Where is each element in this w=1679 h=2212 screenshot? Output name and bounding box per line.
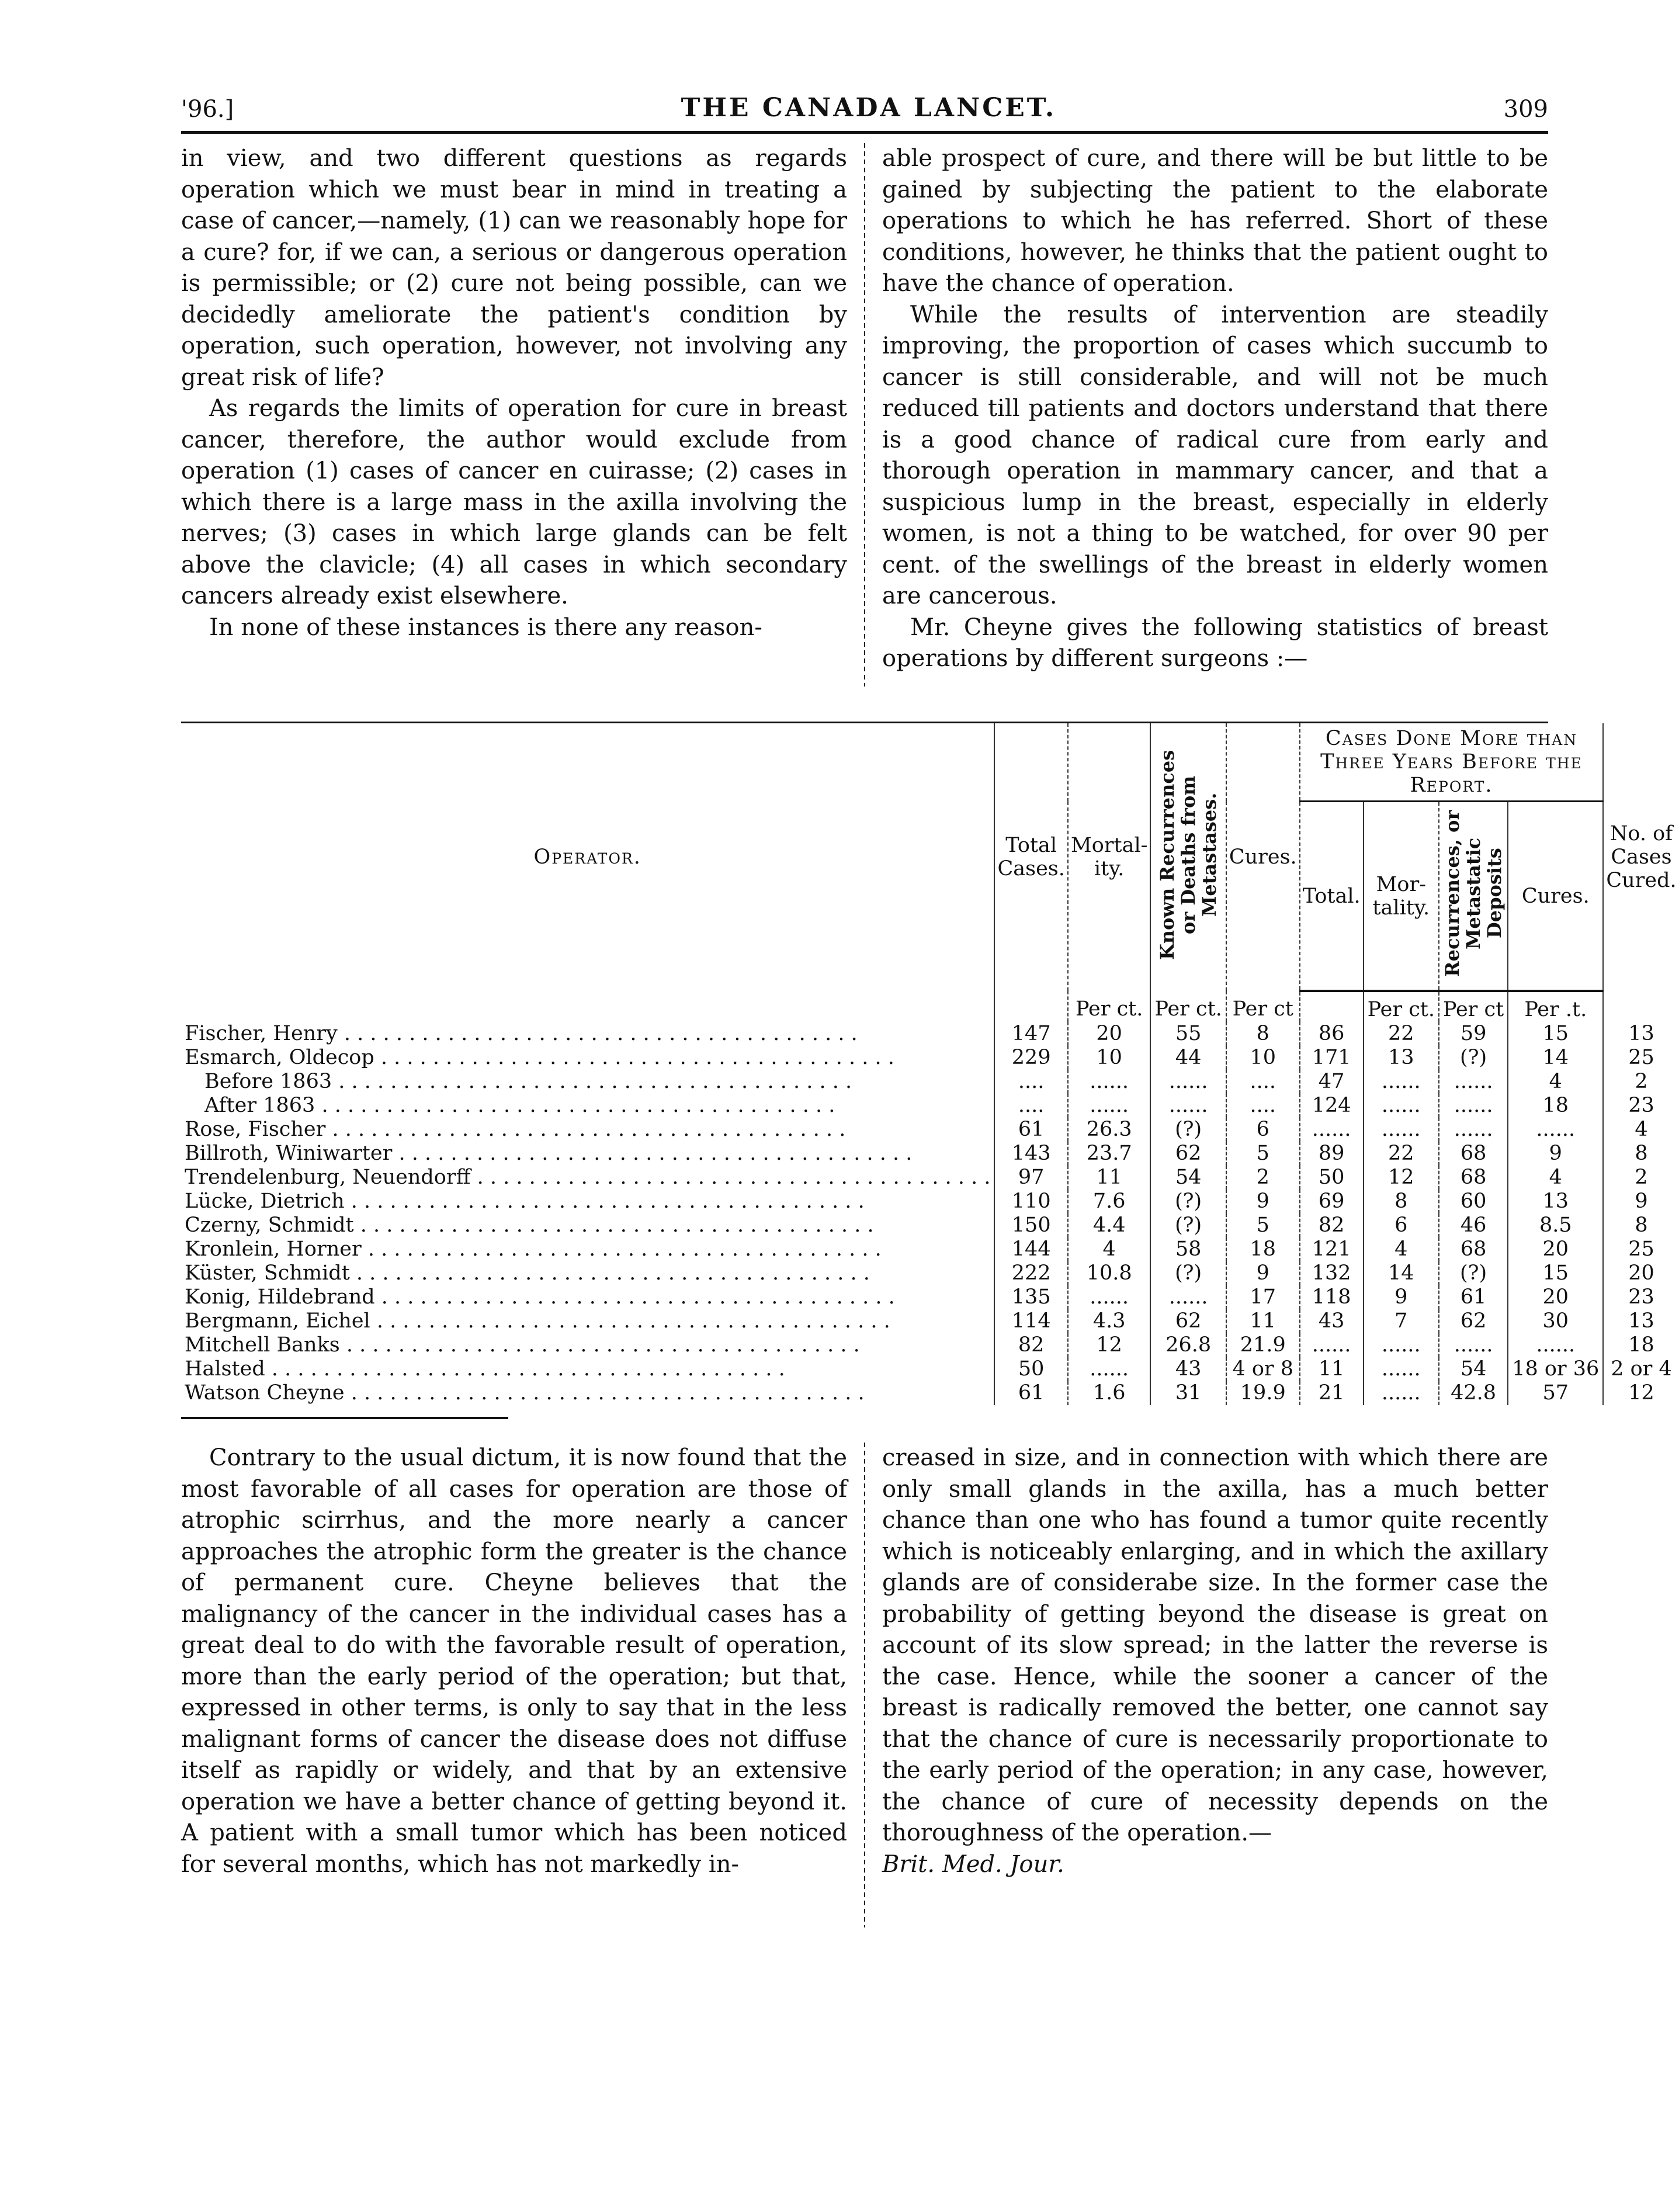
operator-cell: Halsted . . .: [181, 1357, 994, 1381]
value-cell: ....: [1226, 1070, 1300, 1094]
value-cell: 8: [1364, 1190, 1439, 1214]
value-cell: 6: [1226, 1118, 1300, 1142]
value-cell: 2: [1226, 1166, 1300, 1190]
statistics-table-wrap: [181, 722, 1677, 1419]
value-cell: 121: [1300, 1237, 1364, 1261]
value-cell: 55: [1150, 1022, 1226, 1046]
value-cell: 13: [1364, 1046, 1439, 1070]
value-cell: 22: [1364, 1022, 1439, 1046]
table-row: [181, 1142, 1679, 1166]
header-group-cures: Cures.: [1508, 802, 1603, 991]
table-row: [181, 1261, 1679, 1285]
value-cell: 18 or 36: [1508, 1357, 1603, 1381]
table-row: [181, 1214, 1679, 1237]
bottom-left-column: [181, 1443, 847, 1927]
value-cell: (?): [1150, 1190, 1226, 1214]
value-cell: 68: [1439, 1166, 1508, 1190]
column-divider: [864, 1443, 865, 1927]
value-cell: 22: [1364, 1142, 1439, 1166]
value-cell: 12: [1603, 1381, 1678, 1405]
bottom-right-column: [882, 1443, 1548, 1927]
value-cell: 5: [1226, 1214, 1300, 1237]
citation: Brit. Med. Jour.: [882, 1850, 1064, 1878]
page-number: 309: [1503, 96, 1548, 123]
value-cell: 147: [994, 1022, 1067, 1046]
value-cell: 25: [1603, 1237, 1678, 1261]
value-cell: 8: [1603, 1214, 1678, 1237]
paragraph: creased in size, and in connection with which there are only small glands in the axilla, has a much better chance than one who has found a tumor quite recently which is noticeably enlarging, and in which the axillary glands are of considerabe size. In the former case the probability of getting beyond the disease is great on account of its slow spread; in the latter the reverse is the case. Hence, while the sooner a cancer of the breast is radically removed the better, one cannot say that the chance of cure is necessarily proportionate to the early period of the operation; in any case, however, the chance of cure of necessity depends on the thoroughness of the operation.—: [882, 1444, 1548, 1846]
value-cell: 9: [1508, 1142, 1603, 1166]
value-cell: 20: [1068, 1022, 1151, 1046]
header-rule: [181, 131, 1548, 134]
value-cell: 11: [1226, 1309, 1300, 1333]
value-cell: 30: [1508, 1309, 1603, 1333]
bottom-columns: [181, 1443, 1548, 1927]
value-cell: ......: [1150, 1285, 1226, 1309]
value-cell: 9: [1226, 1190, 1300, 1214]
paragraph: As regards the limits of operation for cure in breast cancer, therefore, the author would exclude from operation (1) cases of cancer en cuirasse; (2) cases in which there is a large mass in the axilla involving the nerves; (3) cases in which large glands can be felt above the clavicle; (4) all cases in which secondary cancers already exist elsewhere.: [181, 395, 847, 609]
unit-cell: Per ct.: [1364, 991, 1439, 1022]
value-cell: ......: [1439, 1070, 1508, 1094]
table-row: [181, 1070, 1679, 1094]
operator-cell: Watson Cheyne . . .: [181, 1381, 994, 1405]
operator-cell: Fischer, Henry . . .: [181, 1022, 994, 1046]
value-cell: 132: [1300, 1261, 1364, 1285]
value-cell: (?): [1439, 1046, 1508, 1070]
column-divider: [864, 143, 865, 687]
header-cures: Cures.: [1226, 723, 1300, 991]
value-cell: ......: [1439, 1094, 1508, 1118]
value-cell: 110: [994, 1190, 1067, 1214]
value-cell: ....: [1226, 1094, 1300, 1118]
value-cell: 4: [1364, 1237, 1439, 1261]
header-mortality: Mortal-ity.: [1068, 723, 1151, 991]
units-row: [181, 991, 1679, 1022]
header-cases-cured: No. of Cases Cured.: [1603, 723, 1678, 991]
paragraph: Mr. Cheyne gives the following statistics of breast operations by different surgeons :—: [882, 613, 1548, 672]
value-cell: 124: [1300, 1094, 1364, 1118]
value-cell: 26.3: [1068, 1118, 1151, 1142]
value-cell: 4: [1068, 1237, 1151, 1261]
value-cell: 23: [1603, 1094, 1678, 1118]
table-row: [181, 1237, 1679, 1261]
value-cell: ......: [1364, 1357, 1439, 1381]
operator-cell: Before 1863 . . .: [181, 1070, 994, 1094]
value-cell: 50: [994, 1357, 1067, 1381]
value-cell: 20: [1603, 1261, 1678, 1285]
value-cell: 25: [1603, 1046, 1678, 1070]
value-cell: 23.7: [1068, 1142, 1151, 1166]
value-cell: 118: [1300, 1285, 1364, 1309]
value-cell: 144: [994, 1237, 1067, 1261]
value-cell: ......: [1364, 1070, 1439, 1094]
value-cell: 10: [1068, 1046, 1151, 1070]
value-cell: ......: [1439, 1118, 1508, 1142]
value-cell: 68: [1439, 1237, 1508, 1261]
value-cell: 6: [1364, 1214, 1439, 1237]
value-cell: ......: [1150, 1070, 1226, 1094]
header-total-cases: Total Cases.: [994, 723, 1067, 991]
unit-cell: [181, 991, 994, 1022]
header-group: Cases Done More than Three Years Before the Report.: [1300, 723, 1604, 802]
value-cell: 4: [1508, 1070, 1603, 1094]
operator-cell: Lücke, Dietrich . . .: [181, 1190, 994, 1214]
unit-cell: [1300, 991, 1364, 1022]
value-cell: 82: [994, 1333, 1067, 1357]
value-cell: (?): [1150, 1118, 1226, 1142]
unit-cell: [994, 991, 1067, 1022]
value-cell: 4: [1603, 1118, 1678, 1142]
paragraph: While the results of intervention are steadily improving, the proportion of cases which succumb to cancer is still considerable, and will not be much reduced till patients and doctors understand that there is a good chance of radical cure from early and thorough operation in mammary cancer, and that a suspicious lump in the breast, especially in elderly women, is not a thing to be watched, for over 90 per cent. of the swellings of the breast in elderly women are cancerous.: [882, 301, 1548, 609]
value-cell: 26.8: [1150, 1333, 1226, 1357]
value-cell: 18: [1603, 1333, 1678, 1357]
value-cell: 9: [1603, 1190, 1678, 1214]
table-row: [181, 1333, 1679, 1357]
value-cell: 15: [1508, 1022, 1603, 1046]
header-group-mortality: Mor-tality.: [1364, 802, 1439, 991]
value-cell: 61: [994, 1118, 1067, 1142]
value-cell: ......: [1068, 1094, 1151, 1118]
value-cell: 4.3: [1068, 1309, 1151, 1333]
top-right-column: [882, 143, 1548, 687]
value-cell: 47: [1300, 1070, 1364, 1094]
value-cell: 14: [1508, 1046, 1603, 1070]
value-cell: 7: [1364, 1309, 1439, 1333]
value-cell: 62: [1150, 1142, 1226, 1166]
top-left-column: [181, 143, 847, 687]
table-row: [181, 1046, 1679, 1070]
value-cell: ......: [1364, 1381, 1439, 1405]
value-cell: 8: [1603, 1142, 1678, 1166]
operator-cell: Kronlein, Horner . . .: [181, 1237, 994, 1261]
value-cell: 68: [1439, 1142, 1508, 1166]
operator-cell: Konig, Hildebrand . . .: [181, 1285, 994, 1309]
unit-cell: [1603, 991, 1678, 1022]
unit-cell: Per ct: [1226, 991, 1300, 1022]
value-cell: 19.9: [1226, 1381, 1300, 1405]
value-cell: 97: [994, 1166, 1067, 1190]
table-body: [181, 991, 1679, 1405]
value-cell: 135: [994, 1285, 1067, 1309]
header-group-total: Total.: [1300, 802, 1364, 991]
value-cell: 8: [1226, 1022, 1300, 1046]
value-cell: 4.4: [1068, 1214, 1151, 1237]
value-cell: 14: [1364, 1261, 1439, 1285]
paragraph: able prospect of cure, and there will be but little to be gained by subjecting the patient to the elaborate operations to which he has referred. Short of these conditions, however, he thinks that the patient ought to have the chance of operation.: [882, 145, 1548, 297]
value-cell: 58: [1150, 1237, 1226, 1261]
value-cell: 2 or 4: [1603, 1357, 1678, 1381]
value-cell: 229: [994, 1046, 1067, 1070]
value-cell: ......: [1068, 1070, 1151, 1094]
table-row: [181, 1190, 1679, 1214]
value-cell: 46: [1439, 1214, 1508, 1237]
value-cell: 10: [1226, 1046, 1300, 1070]
value-cell: ......: [1364, 1118, 1439, 1142]
value-cell: 2: [1603, 1166, 1678, 1190]
table-row: [181, 1381, 1679, 1405]
table-row: [181, 1357, 1679, 1381]
header-operator: Operator.: [533, 845, 641, 869]
value-cell: (?): [1439, 1261, 1508, 1285]
value-cell: 20: [1508, 1237, 1603, 1261]
value-cell: 11: [1300, 1357, 1364, 1381]
value-cell: 143: [994, 1142, 1067, 1166]
value-cell: 13: [1508, 1190, 1603, 1214]
value-cell: ......: [1439, 1333, 1508, 1357]
unit-cell: Per .t.: [1508, 991, 1603, 1022]
table-row: [181, 1118, 1679, 1142]
value-cell: 21: [1300, 1381, 1364, 1405]
value-cell: 61: [994, 1381, 1067, 1405]
value-cell: 62: [1150, 1309, 1226, 1333]
value-cell: 1.6: [1068, 1381, 1151, 1405]
value-cell: 43: [1150, 1357, 1226, 1381]
value-cell: ......: [1068, 1285, 1151, 1309]
value-cell: ......: [1364, 1333, 1439, 1357]
paragraph: In none of these instances is there any reason-: [209, 613, 762, 641]
value-cell: 12: [1364, 1166, 1439, 1190]
value-cell: 89: [1300, 1142, 1364, 1166]
value-cell: 42.8: [1439, 1381, 1508, 1405]
value-cell: 114: [994, 1309, 1067, 1333]
value-cell: ......: [1150, 1094, 1226, 1118]
value-cell: 60: [1439, 1190, 1508, 1214]
operator-cell: Billroth, Winiwarter . . .: [181, 1142, 994, 1166]
operator-cell: Bergmann, Eichel . . .: [181, 1309, 994, 1333]
value-cell: ......: [1300, 1333, 1364, 1357]
value-cell: 5: [1226, 1142, 1300, 1166]
value-cell: ....: [994, 1094, 1067, 1118]
operator-cell: Trendelenburg, Neuendorff . . .: [181, 1166, 994, 1190]
value-cell: 62: [1439, 1309, 1508, 1333]
value-cell: 7.6: [1068, 1190, 1151, 1214]
value-cell: 13: [1603, 1022, 1678, 1046]
value-cell: ....: [994, 1070, 1067, 1094]
value-cell: 54: [1439, 1357, 1508, 1381]
value-cell: (?): [1150, 1261, 1226, 1285]
operator-cell: Esmarch, Oldecop . . .: [181, 1046, 994, 1070]
value-cell: 44: [1150, 1046, 1226, 1070]
value-cell: 69: [1300, 1190, 1364, 1214]
value-cell: 8.5: [1508, 1214, 1603, 1237]
value-cell: 150: [994, 1214, 1067, 1237]
value-cell: 9: [1226, 1261, 1300, 1285]
table-row: [181, 1022, 1679, 1046]
value-cell: 2: [1603, 1070, 1678, 1094]
value-cell: 4 or 8: [1226, 1357, 1300, 1381]
value-cell: 86: [1300, 1022, 1364, 1046]
operator-cell: Rose, Fischer . . .: [181, 1118, 994, 1142]
value-cell: 43: [1300, 1309, 1364, 1333]
unit-cell: Per ct.: [1150, 991, 1226, 1022]
value-cell: 31: [1150, 1381, 1226, 1405]
table-row: [181, 1309, 1679, 1333]
operator-cell: Czerny, Schmidt . . .: [181, 1214, 994, 1237]
unit-cell: Per ct: [1439, 991, 1508, 1022]
value-cell: ......: [1508, 1118, 1603, 1142]
value-cell: 171: [1300, 1046, 1364, 1070]
header-known-recurrences: Known Recurrences or Deaths from Metastases.: [1156, 749, 1221, 960]
value-cell: 21.9: [1226, 1333, 1300, 1357]
value-cell: ......: [1068, 1357, 1151, 1381]
value-cell: ......: [1300, 1118, 1364, 1142]
running-head: [181, 88, 1548, 123]
value-cell: 4: [1508, 1166, 1603, 1190]
value-cell: 50: [1300, 1166, 1364, 1190]
journal-title: THE CANADA LANCET.: [681, 93, 1057, 123]
value-cell: 12: [1068, 1333, 1151, 1357]
value-cell: 18: [1508, 1094, 1603, 1118]
paragraph: in view, and two different questions as regards operation which we must bear in mind in treating a case of cancer,—namely, (1) can we reasonably hope for a cure? for, if we can, a serious or dangerous operation is permissible; or (2) cure not being possible, can we decidedly ameliorate the patient's condition by operation, such operation, however, not involving any great risk of life?: [181, 145, 847, 391]
journal-page: [181, 88, 1677, 1927]
table-row: [181, 1094, 1679, 1118]
value-cell: 23: [1603, 1285, 1678, 1309]
value-cell: ......: [1364, 1094, 1439, 1118]
top-columns: [181, 143, 1548, 687]
value-cell: 13: [1603, 1309, 1678, 1333]
value-cell: 11: [1068, 1166, 1151, 1190]
value-cell: 59: [1439, 1022, 1508, 1046]
paragraph: Contrary to the usual dictum, it is now found that the most favorable of all cases for operation are those of atrophic scirrhus, and the more nearly a cancer approaches the atrophic form the greater is the chance of permanent cure. Cheyne believes that the malignancy of the cancer in the individual cases has a great deal to do with the favorable result of operation, more than the early period of the operation; but that, expressed in other terms, is only to say that in the less malignant forms of cancer the disease does not diffuse itself as rapidly or widely, and that by an extensive operation we have a better chance of getting beyond it. A patient with a small tumor which has been noticed for several months, which has not markedly in-: [181, 1444, 847, 1878]
value-cell: 17: [1226, 1285, 1300, 1309]
value-cell: 15: [1508, 1261, 1603, 1285]
value-cell: 222: [994, 1261, 1067, 1285]
value-cell: 20: [1508, 1285, 1603, 1309]
operator-cell: Küster, Schmidt . . .: [181, 1261, 994, 1285]
value-cell: ......: [1508, 1333, 1603, 1357]
value-cell: 10.8: [1068, 1261, 1151, 1285]
operator-cell: After 1863 . . .: [181, 1094, 994, 1118]
unit-cell: Per ct.: [1068, 991, 1151, 1022]
table-row: [181, 1166, 1679, 1190]
value-cell: 57: [1508, 1381, 1603, 1405]
breast-operations-table: [181, 723, 1679, 1405]
value-cell: 9: [1364, 1285, 1439, 1309]
table-bottom-rule: [181, 1417, 508, 1419]
value-cell: 82: [1300, 1214, 1364, 1237]
table-row: [181, 1285, 1679, 1309]
value-cell: 54: [1150, 1166, 1226, 1190]
header-group-recurrences: Recurrences, or Metastatic Deposits: [1441, 810, 1506, 977]
operator-cell: Mitchell Banks . . .: [181, 1333, 994, 1357]
value-cell: 61: [1439, 1285, 1508, 1309]
value-cell: 18: [1226, 1237, 1300, 1261]
value-cell: (?): [1150, 1214, 1226, 1237]
running-head-year: '96.]: [181, 96, 234, 123]
